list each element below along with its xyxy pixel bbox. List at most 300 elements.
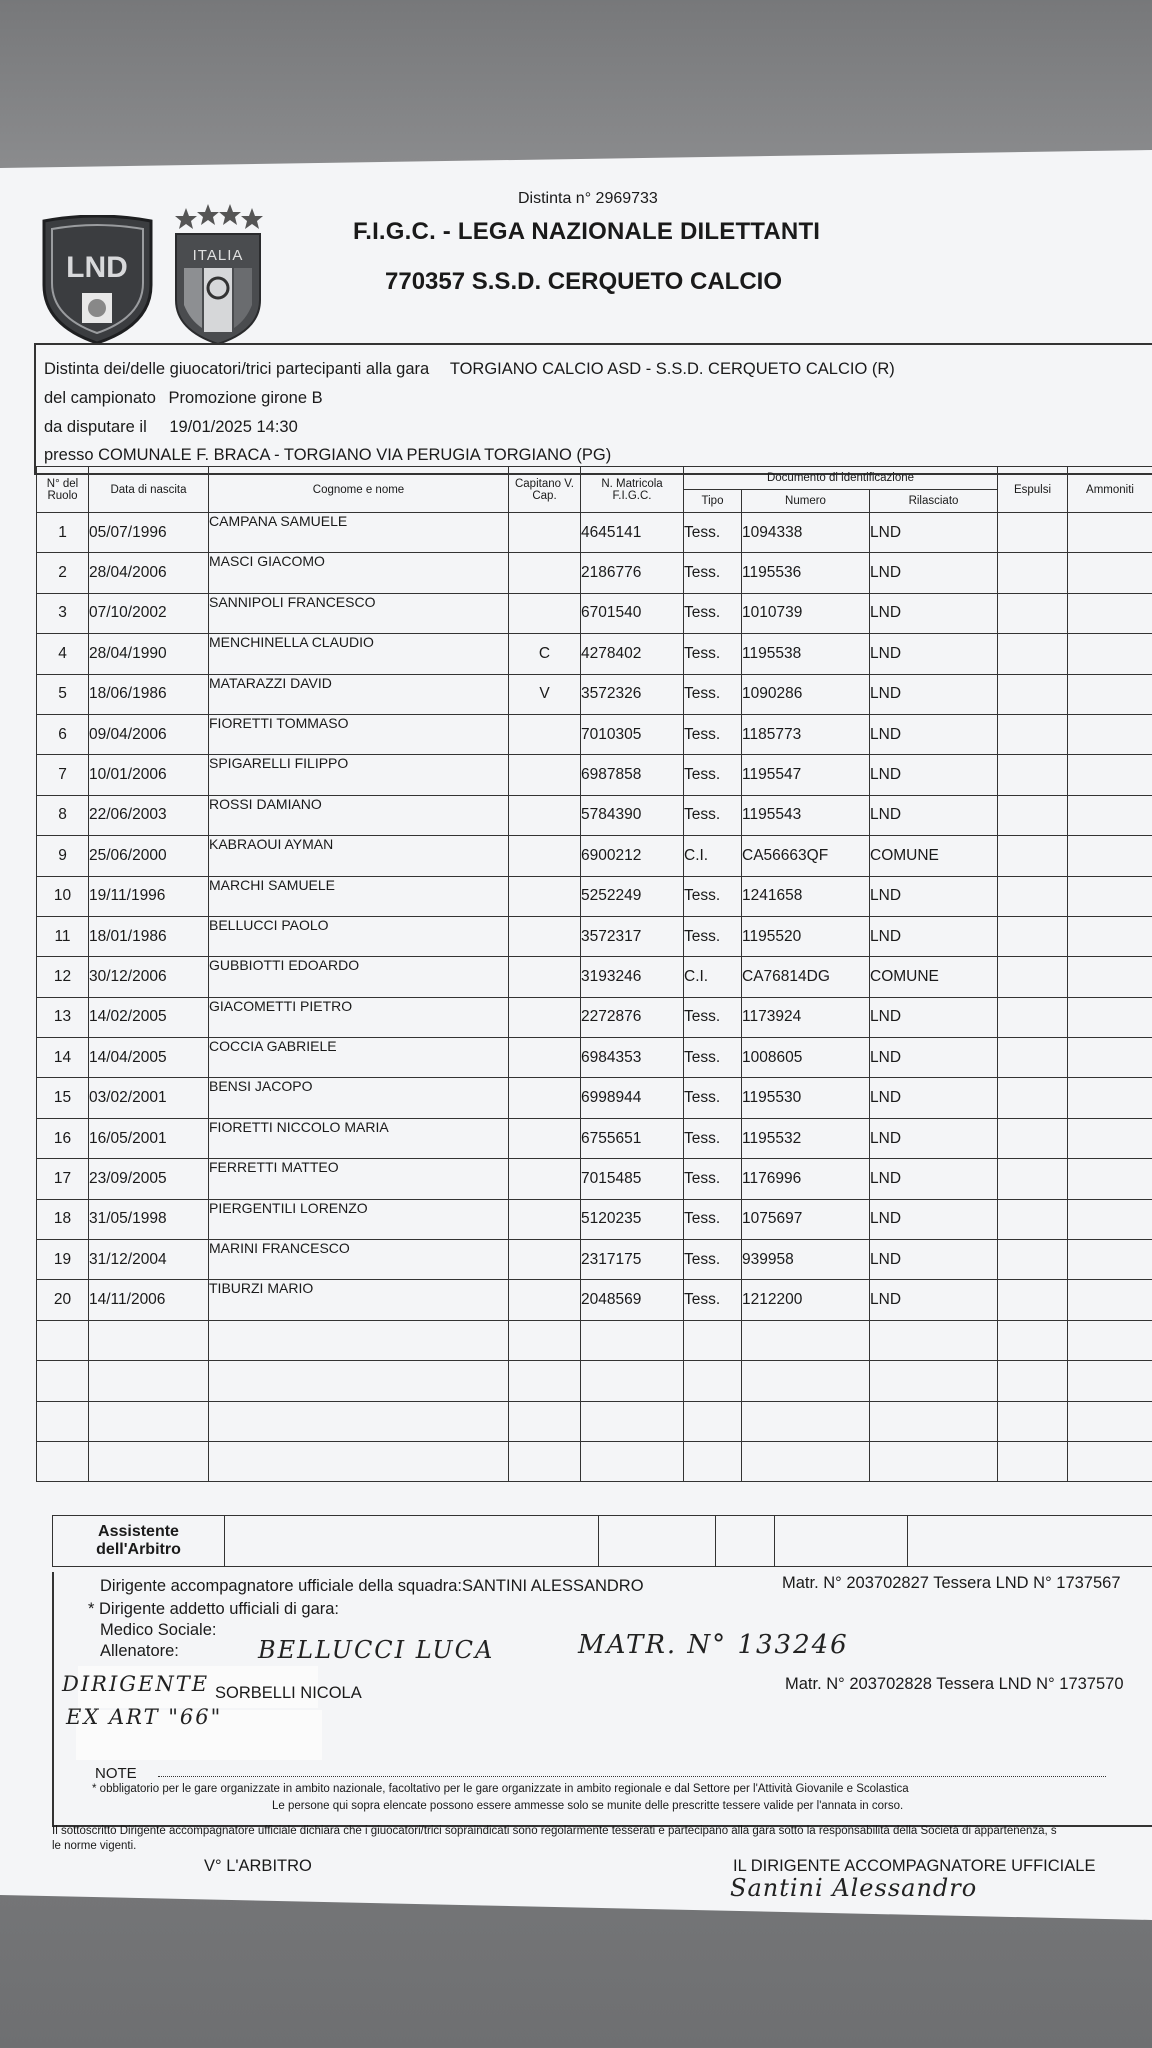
cell-ammoniti — [1068, 876, 1152, 916]
cell-num: 1195538 — [742, 634, 870, 674]
fine-print-1: * obbligatorio per le gare organizzate in ambito nazionale, facoltativo per le gare organizzate in ambito regionale e dal Settore per l'Attività Giovanile e Scolastica — [92, 1783, 909, 1795]
cell-dob: 23/09/2005 — [89, 1159, 209, 1199]
cell-name: FERRETTI MATTEO — [209, 1159, 509, 1199]
cell-dob: 05/07/1996 — [89, 513, 209, 553]
cell-espulsi — [998, 916, 1068, 956]
cell-n: 13 — [37, 997, 89, 1037]
cell-num: 1241658 — [742, 876, 870, 916]
cell-ammoniti — [1068, 1280, 1152, 1320]
table-row — [37, 674, 1152, 714]
cell-espulsi — [998, 755, 1068, 795]
cell-name: MENCHINELLA CLAUDIO — [209, 634, 509, 674]
cell-tipo: Tess. — [684, 997, 742, 1037]
col-tipo: Tipo — [684, 490, 742, 513]
cell-dob: 31/05/1998 — [89, 1199, 209, 1239]
cell-tipo: Tess. — [684, 714, 742, 754]
cell-mat: 4645141 — [581, 513, 684, 553]
cell-dob: 09/04/2006 — [89, 714, 209, 754]
cell-name: SANNIPOLI FRANCESCO — [209, 593, 509, 633]
federation-title: F.I.G.C. - LEGA NAZIONALE DILETTANTI — [353, 218, 821, 245]
matricola-handwritten: MATR. N° 133246 — [578, 1630, 849, 1660]
col-espulsi: Espulsi — [998, 467, 1068, 513]
distinta-number: Distinta n° 2969733 — [518, 190, 658, 207]
cell-ril: LND — [870, 1240, 998, 1280]
cell-ammoniti — [1068, 513, 1152, 553]
cell-dob: 14/02/2005 — [89, 997, 209, 1037]
cell-cap: V — [509, 674, 581, 714]
cell-num: 1195520 — [742, 916, 870, 956]
empty-cell — [998, 1361, 1068, 1401]
cell-cap — [509, 1118, 581, 1158]
cell-name: GIACOMETTI PIETRO — [209, 997, 509, 1037]
fine-print-2: Le persone qui sopra elencate possono essere ammesse solo se munite delle prescritte tessere valide per l'annata in corso. — [272, 1800, 904, 1812]
dirigente-matr: Matr. N° 203702827 Tessera LND N° 1737567 — [782, 1574, 1121, 1592]
table-row — [37, 634, 1152, 674]
cell-mat: 6984353 — [581, 1038, 684, 1078]
empty-cell — [870, 1401, 998, 1441]
empty-cell — [509, 1361, 581, 1401]
cell-num: 1195543 — [742, 795, 870, 835]
allenatore-handwritten: BELLUCCI LUCA — [258, 1636, 495, 1664]
cell-espulsi — [998, 1159, 1068, 1199]
cell-espulsi — [998, 957, 1068, 997]
cell-ammoniti — [1068, 634, 1152, 674]
cell-num: 939958 — [742, 1240, 870, 1280]
cell-name: BENSI JACOPO — [209, 1078, 509, 1118]
cell-mat: 6701540 — [581, 593, 684, 633]
table-row — [37, 714, 1152, 754]
cell-espulsi — [998, 997, 1068, 1037]
cell-n: 8 — [37, 795, 89, 835]
cell-n: 9 — [37, 836, 89, 876]
cell-ril: LND — [870, 553, 998, 593]
dirigente2-matr: Matr. N° 203702828 Tessera LND N° 1737570 — [785, 1675, 1124, 1693]
cell-num: 1075697 — [742, 1199, 870, 1239]
cell-dob: 22/06/2003 — [89, 795, 209, 835]
cell-name: GUBBIOTTI EDOARDO — [209, 957, 509, 997]
cell-num: 1195536 — [742, 553, 870, 593]
cell-n: 10 — [37, 876, 89, 916]
cell-dob: 28/04/2006 — [89, 553, 209, 593]
empty-cell — [998, 1441, 1068, 1481]
cell-tipo: Tess. — [684, 634, 742, 674]
cell-espulsi — [998, 1078, 1068, 1118]
cell-dob: 31/12/2004 — [89, 1240, 209, 1280]
cell-tipo: Tess. — [684, 1118, 742, 1158]
cell-ammoniti — [1068, 1038, 1152, 1078]
cell-tipo: Tess. — [684, 553, 742, 593]
cell-cap: C — [509, 634, 581, 674]
cell-cap — [509, 1078, 581, 1118]
figc-logo-text: ITALIA — [192, 247, 244, 264]
cell-mat: 3572326 — [581, 674, 684, 714]
cell-cap — [509, 1280, 581, 1320]
cell-mat: 5784390 — [581, 795, 684, 835]
cell-mat: 6755651 — [581, 1118, 684, 1158]
empty-cell — [870, 1441, 998, 1481]
cell-ammoniti — [1068, 553, 1152, 593]
match-info-line-3 — [44, 418, 298, 437]
empty-cell — [89, 1401, 209, 1441]
col-numero: Numero — [742, 490, 870, 513]
cell-cap — [509, 836, 581, 876]
empty-cell — [209, 1361, 509, 1401]
addetto-line: * Dirigente addetto ufficiali di gara: — [88, 1600, 340, 1618]
empty-row — [37, 1441, 1152, 1481]
club-title: 770357 S.S.D. CERQUETO CALCIO — [385, 268, 783, 295]
empty-cell — [1068, 1320, 1152, 1360]
cell-espulsi — [998, 634, 1068, 674]
cell-ammoniti — [1068, 1240, 1152, 1280]
cell-name: MARINI FRANCESCO — [209, 1240, 509, 1280]
empty-cell — [742, 1361, 870, 1401]
cell-name: TIBURZI MARIO — [209, 1280, 509, 1320]
players-body — [37, 513, 1152, 1482]
cell-ril: COMUNE — [870, 957, 998, 997]
table-row — [37, 1118, 1152, 1158]
cell-n: 16 — [37, 1118, 89, 1158]
empty-row — [37, 1361, 1152, 1401]
cell-tipo: Tess. — [684, 1038, 742, 1078]
cell-name: KABRAOUI AYMAN — [209, 836, 509, 876]
cell-name: COCCIA GABRIELE — [209, 1038, 509, 1078]
fine-print-3: Il sottoscritto Dirigente accompagnatore ufficiale dichiara che i giuocatori/trici sopraindicati sono regolarmente tesserati e partecipano alla gara sotto la responsabilità della Società di appartenenza, s — [52, 1825, 1057, 1837]
cell-name: MATARAZZI DAVID — [209, 674, 509, 714]
cell-num: 1008605 — [742, 1038, 870, 1078]
table-row — [37, 1199, 1152, 1239]
cell-cap — [509, 593, 581, 633]
cell-tipo: Tess. — [684, 593, 742, 633]
cell-num: 1185773 — [742, 714, 870, 754]
cell-tipo: Tess. — [684, 674, 742, 714]
cell-num: CA56663QF — [742, 836, 870, 876]
cell-dob: 18/01/1986 — [89, 916, 209, 956]
cell-cap — [509, 997, 581, 1037]
cell-ril: LND — [870, 1078, 998, 1118]
empty-cell — [509, 1320, 581, 1360]
cell-n: 4 — [37, 634, 89, 674]
cell-ammoniti — [1068, 1199, 1152, 1239]
cell-dob: 14/04/2005 — [89, 1038, 209, 1078]
medico-line: Medico Sociale: — [100, 1621, 217, 1639]
cell-name: CAMPANA SAMUELE — [209, 513, 509, 553]
cell-tipo: Tess. — [684, 1199, 742, 1239]
cell-mat: 7010305 — [581, 714, 684, 754]
cell-dob: 14/11/2006 — [89, 1280, 209, 1320]
cell-mat: 3572317 — [581, 916, 684, 956]
empty-cell — [37, 1441, 89, 1481]
table-row — [37, 1280, 1152, 1320]
figc-logo — [172, 200, 264, 345]
cell-num: 1094338 — [742, 513, 870, 553]
cell-cap — [509, 876, 581, 916]
cell-espulsi — [998, 1240, 1068, 1280]
cell-n: 12 — [37, 957, 89, 997]
cell-tipo: Tess. — [684, 755, 742, 795]
col-ammoniti: Ammoniti — [1068, 467, 1152, 513]
cell-num: CA76814DG — [742, 957, 870, 997]
ex-art-handwritten: EX ART "66" — [66, 1705, 223, 1729]
col-ruolo: N° del Ruolo — [37, 467, 89, 513]
match-label: Distinta dei/delle giuocatori/trici partecipanti alla gara — [44, 360, 430, 378]
col-name: Cognome e nome — [209, 467, 509, 513]
cell-ril: LND — [870, 1159, 998, 1199]
cell-n: 3 — [37, 593, 89, 633]
cell-cap — [509, 916, 581, 956]
cell-ril: LND — [870, 634, 998, 674]
cell-ril: LND — [870, 1038, 998, 1078]
cell-ammoniti — [1068, 755, 1152, 795]
match-teams: TORGIANO CALCIO ASD - S.S.D. CERQUETO CALCIO (R) — [449, 360, 895, 378]
cell-ril: LND — [870, 674, 998, 714]
players-table — [36, 466, 1152, 1482]
cell-dob: 10/01/2006 — [89, 755, 209, 795]
table-row — [37, 916, 1152, 956]
empty-cell — [684, 1320, 742, 1360]
cell-cap — [509, 1240, 581, 1280]
cell-ril: LND — [870, 795, 998, 835]
cell-ril: LND — [870, 593, 998, 633]
empty-cell — [870, 1361, 998, 1401]
allenatore-label: Allenatore: — [100, 1642, 179, 1660]
cell-ammoniti — [1068, 957, 1152, 997]
cell-ammoniti — [1068, 1118, 1152, 1158]
empty-cell — [37, 1320, 89, 1360]
empty-cell — [581, 1320, 684, 1360]
cell-dob: 07/10/2002 — [89, 593, 209, 633]
cell-ril: LND — [870, 876, 998, 916]
cell-num: 1212200 — [742, 1280, 870, 1320]
cell-cap — [509, 1199, 581, 1239]
cell-n: 2 — [37, 553, 89, 593]
cell-dob: 30/12/2006 — [89, 957, 209, 997]
cell-mat: 6998944 — [581, 1078, 684, 1118]
empty-cell — [684, 1401, 742, 1441]
cell-espulsi — [998, 876, 1068, 916]
cell-ril: LND — [870, 714, 998, 754]
cell-mat: 5252249 — [581, 876, 684, 916]
cell-mat: 3193246 — [581, 957, 684, 997]
cell-ammoniti — [1068, 714, 1152, 754]
cell-cap — [509, 957, 581, 997]
cell-name: MASCI GIACOMO — [209, 553, 509, 593]
cell-espulsi — [998, 1280, 1068, 1320]
empty-cell — [998, 1401, 1068, 1441]
table-row — [37, 513, 1152, 553]
cell-dob: 16/05/2001 — [89, 1118, 209, 1158]
cell-espulsi — [998, 1118, 1068, 1158]
signature-label: IL DIRIGENTE ACCOMPAGNATORE UFFICIALE — [733, 1857, 1096, 1875]
assistant-label: Assistente dell'Arbitro — [53, 1516, 225, 1567]
cell-ammoniti — [1068, 997, 1152, 1037]
cell-tipo: Tess. — [684, 795, 742, 835]
cell-name: FIORETTI NICCOLO MARIA — [209, 1118, 509, 1158]
table-row — [37, 876, 1152, 916]
table-row — [37, 593, 1152, 633]
cell-ammoniti — [1068, 1159, 1152, 1199]
table-row — [37, 957, 1152, 997]
cell-mat: 5120235 — [581, 1199, 684, 1239]
cell-n: 6 — [37, 714, 89, 754]
empty-cell — [1068, 1401, 1152, 1441]
empty-cell — [581, 1401, 684, 1441]
cell-cap — [509, 795, 581, 835]
table-row — [37, 997, 1152, 1037]
arbitro-label: V° L'ARBITRO — [204, 1857, 312, 1875]
empty-row — [37, 1401, 1152, 1441]
table-row — [37, 1078, 1152, 1118]
table-row — [37, 1038, 1152, 1078]
cell-ril: COMUNE — [870, 836, 998, 876]
cell-ril: LND — [870, 1280, 998, 1320]
cell-n: 14 — [37, 1038, 89, 1078]
cell-espulsi — [998, 1199, 1068, 1239]
table-row — [37, 755, 1152, 795]
cell-espulsi — [998, 593, 1068, 633]
lnd-logo — [40, 215, 155, 345]
cell-tipo: C.I. — [684, 836, 742, 876]
cell-name: FIORETTI TOMMASO — [209, 714, 509, 754]
venue: presso COMUNALE F. BRACA - TORGIANO VIA PERUGIA TORGIANO (PG) — [44, 446, 612, 464]
cell-mat: 4278402 — [581, 634, 684, 674]
cell-mat: 2317175 — [581, 1240, 684, 1280]
table-row — [37, 795, 1152, 835]
cell-espulsi — [998, 795, 1068, 835]
cell-cap — [509, 1159, 581, 1199]
empty-row — [37, 1320, 1152, 1360]
col-dob: Data di nascita — [89, 467, 209, 513]
cell-dob: 18/06/1986 — [89, 674, 209, 714]
empty-cell — [998, 1320, 1068, 1360]
cell-num: 1010739 — [742, 593, 870, 633]
cell-tipo: Tess. — [684, 1078, 742, 1118]
cell-num: 1195530 — [742, 1078, 870, 1118]
cell-ril: LND — [870, 1118, 998, 1158]
cell-ammoniti — [1068, 593, 1152, 633]
cell-ril: LND — [870, 997, 998, 1037]
cell-ril: LND — [870, 1199, 998, 1239]
empty-cell — [742, 1441, 870, 1481]
cell-mat: 7015485 — [581, 1159, 684, 1199]
cell-ammoniti — [1068, 795, 1152, 835]
cell-cap — [509, 1038, 581, 1078]
cell-n: 20 — [37, 1280, 89, 1320]
cell-ammoniti — [1068, 836, 1152, 876]
cell-n: 17 — [37, 1159, 89, 1199]
cell-ril: LND — [870, 755, 998, 795]
lnd-logo-text: LND — [66, 251, 128, 284]
championship-label: del campionato — [44, 389, 156, 407]
signature-handwritten: Santini Alessandro — [730, 1874, 978, 1902]
empty-cell — [581, 1441, 684, 1481]
empty-cell — [509, 1441, 581, 1481]
empty-cell — [209, 1401, 509, 1441]
empty-cell — [37, 1361, 89, 1401]
cell-espulsi — [998, 1038, 1068, 1078]
cell-num: 1176996 — [742, 1159, 870, 1199]
cell-espulsi — [998, 513, 1068, 553]
cell-name: SPIGARELLI FILIPPO — [209, 755, 509, 795]
cell-tipo: Tess. — [684, 876, 742, 916]
empty-cell — [209, 1320, 509, 1360]
empty-cell — [209, 1441, 509, 1481]
cell-mat: 2048569 — [581, 1280, 684, 1320]
cell-name: MARCHI SAMUELE — [209, 876, 509, 916]
cell-n: 1 — [37, 513, 89, 553]
cell-dob: 25/06/2000 — [89, 836, 209, 876]
assistant-row — [52, 1515, 1152, 1567]
table-row — [37, 836, 1152, 876]
col-document: Documento di identificazione — [684, 467, 998, 490]
table-row — [37, 1159, 1152, 1199]
empty-cell — [684, 1361, 742, 1401]
match-info-line-2 — [44, 389, 323, 408]
cell-n: 5 — [37, 674, 89, 714]
empty-cell — [742, 1320, 870, 1360]
cell-espulsi — [998, 553, 1068, 593]
cell-cap — [509, 755, 581, 795]
cell-cap — [509, 714, 581, 754]
championship-value: Promozione girone B — [168, 389, 323, 407]
date-label: da disputare il — [44, 418, 147, 436]
cell-ammoniti — [1068, 916, 1152, 956]
empty-cell — [89, 1361, 209, 1401]
cell-n: 11 — [37, 916, 89, 956]
cell-n: 7 — [37, 755, 89, 795]
cell-tipo: Tess. — [684, 1280, 742, 1320]
cell-tipo: Tess. — [684, 513, 742, 553]
empty-cell — [89, 1441, 209, 1481]
cell-n: 18 — [37, 1199, 89, 1239]
date-value: 19/01/2025 14:30 — [169, 418, 298, 436]
note-line — [158, 1776, 1106, 1777]
cell-num: 1195547 — [742, 755, 870, 795]
cell-espulsi — [998, 836, 1068, 876]
cell-ril: LND — [870, 916, 998, 956]
col-rilasciato: Rilasciato — [870, 490, 998, 513]
table-row — [37, 553, 1152, 593]
empty-cell — [742, 1401, 870, 1441]
cell-tipo: Tess. — [684, 1159, 742, 1199]
cell-num: 1195532 — [742, 1118, 870, 1158]
cell-espulsi — [998, 674, 1068, 714]
cell-tipo: Tess. — [684, 916, 742, 956]
empty-cell — [509, 1401, 581, 1441]
cell-cap — [509, 553, 581, 593]
empty-cell — [684, 1441, 742, 1481]
cell-dob: 28/04/1990 — [89, 634, 209, 674]
empty-cell — [37, 1401, 89, 1441]
cell-mat: 6987858 — [581, 755, 684, 795]
empty-cell — [89, 1320, 209, 1360]
cell-cap — [509, 513, 581, 553]
dirigente-line: Dirigente accompagnatore ufficiale della squadra:SANTINI ALESSANDRO — [100, 1577, 644, 1595]
cell-num: 1173924 — [742, 997, 870, 1037]
cell-ammoniti — [1068, 1078, 1152, 1118]
dirigente2-name: SORBELLI NICOLA — [215, 1684, 362, 1702]
fine-print-4: le norme vigenti. — [52, 1840, 137, 1852]
cell-mat: 2272876 — [581, 997, 684, 1037]
empty-cell — [1068, 1361, 1152, 1401]
cell-name: PIERGENTILI LORENZO — [209, 1199, 509, 1239]
cell-n: 19 — [37, 1240, 89, 1280]
cell-espulsi — [998, 714, 1068, 754]
cell-mat: 2186776 — [581, 553, 684, 593]
empty-cell — [1068, 1441, 1152, 1481]
cell-tipo: C.I. — [684, 957, 742, 997]
cell-dob: 03/02/2001 — [89, 1078, 209, 1118]
cell-dob: 19/11/1996 — [89, 876, 209, 916]
